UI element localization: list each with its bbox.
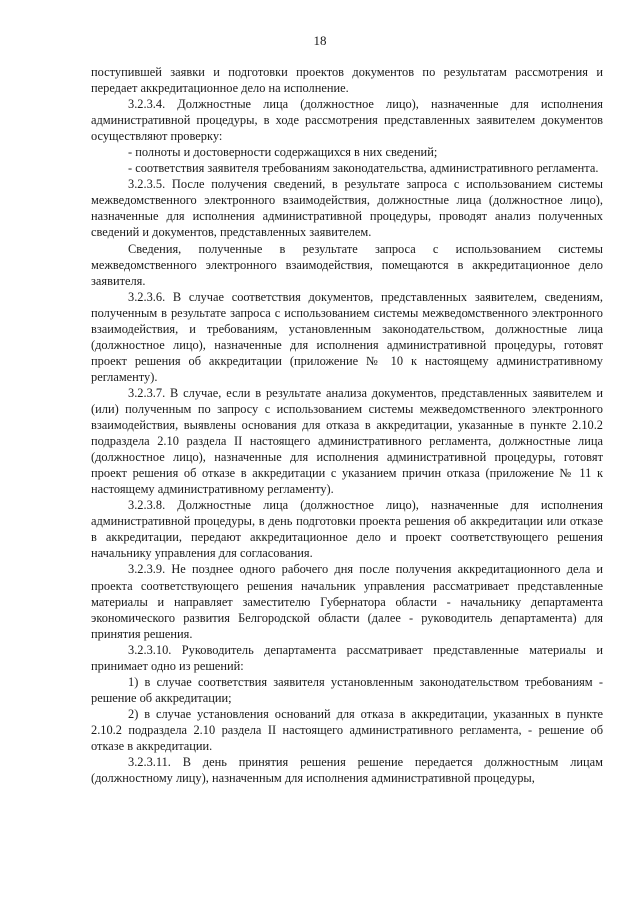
paragraph-3-2-3-5: 3.2.3.5. После получения сведений, в результате запроса с использованием системы межведомственного электронного взаимодействия, должностные лица (должностное лицо), назначенные для исполнения административной процедуры, проводят анализ полученных сведений и документов, представленных заявителем. xyxy=(91,177,603,240)
document-body xyxy=(91,64,603,786)
list-item-compliance: - соответствия заявителя требованиям законодательства, административного регламента. xyxy=(128,161,599,176)
page-number: 18 xyxy=(313,33,327,48)
list-item-completeness: - полноты и достоверности содержащихся в них сведений; xyxy=(128,145,438,160)
paragraph-continuation: поступившей заявки и подготовки проектов документов по результатам рассмотрения и передает аккредитационное дело на исполнение. xyxy=(91,65,603,96)
paragraph-3-2-3-11: 3.2.3.11. В день принятия решения решение передается должностным лицам (должностному лицу), назначенным для исполнения административной процедуры, xyxy=(91,755,603,786)
paragraph-3-2-3-8: 3.2.3.8. Должностные лица (должностное лицо), назначенные для исполнения административной процедуры, в день подготовки проекта решения об аккредитации или отказе в аккредитации, передают аккредитационное дело и проект соответствующего решения начальнику управления для согласования. xyxy=(91,498,603,561)
paragraph-3-2-3-4: 3.2.3.4. Должностные лица (должностное лицо), назначенные для исполнения административной процедуры, в ходе рассмотрения представленных заявителем документов осуществляют проверку: xyxy=(91,97,603,144)
paragraph-3-2-3-6: 3.2.3.6. В случае соответствия документов, представленных заявителем, сведениям, полученным в результате запроса с использованием системы межведомственного электронного взаимодействия, и требованиям, установленным законодательством, должностные лица (должностное лицо), назначенные для исполнения административной процедуры, готовят проект решения об аккредитации (приложение № 10 к настоящему административному регламенту). xyxy=(91,289,603,384)
paragraph-3-2-3-10: 3.2.3.10. Руководитель департамента рассматривает представленные материалы и принимает одно из решений: xyxy=(91,642,603,673)
paragraph-information-placement: Сведения, полученные в результате запроса с использованием системы межведомственного электронного взаимодействия, помещаются в аккредитационное дело заявителя. xyxy=(91,241,603,288)
paragraph-3-2-3-7: 3.2.3.7. В случае, если в результате анализа документов, представленных заявителем и (или) полученным по запросу с использованием системы межведомственного электронного взаимодействия, выявлены основания для отказа в аккредитации, указанные в пункте 2.10.2 подраздела 2.10 раздела II настоящего административного регламента, должностные лица (должностное лицо), назначенные для исполнения административной процедуры, готовят проект решения об отказе в аккредитации с указанием причин отказа (приложение № 11 к настоящему административному регламенту). xyxy=(91,385,603,497)
list-item-decision-2: 2) в случае установления оснований для отказа в аккредитации, указанных в пункте 2.10.2 подраздела 2.10 раздела II настоящего административного регламента, - решение об отказе в аккредитации. xyxy=(91,706,603,753)
paragraph-3-2-3-9: 3.2.3.9. Не позднее одного рабочего дня после получения аккредитационного дела и проекта соответствующего решения начальник управления рассматривает представленные материалы и направляет заместителю Губернатора области - начальнику департамента экономического развития Белгородской области (далее - руководитель департамента) для принятия решения. xyxy=(91,562,603,641)
list-item-decision-1: 1) в случае соответствия заявителя установленным законодательством требованиям - решение об аккредитации; xyxy=(91,674,603,705)
